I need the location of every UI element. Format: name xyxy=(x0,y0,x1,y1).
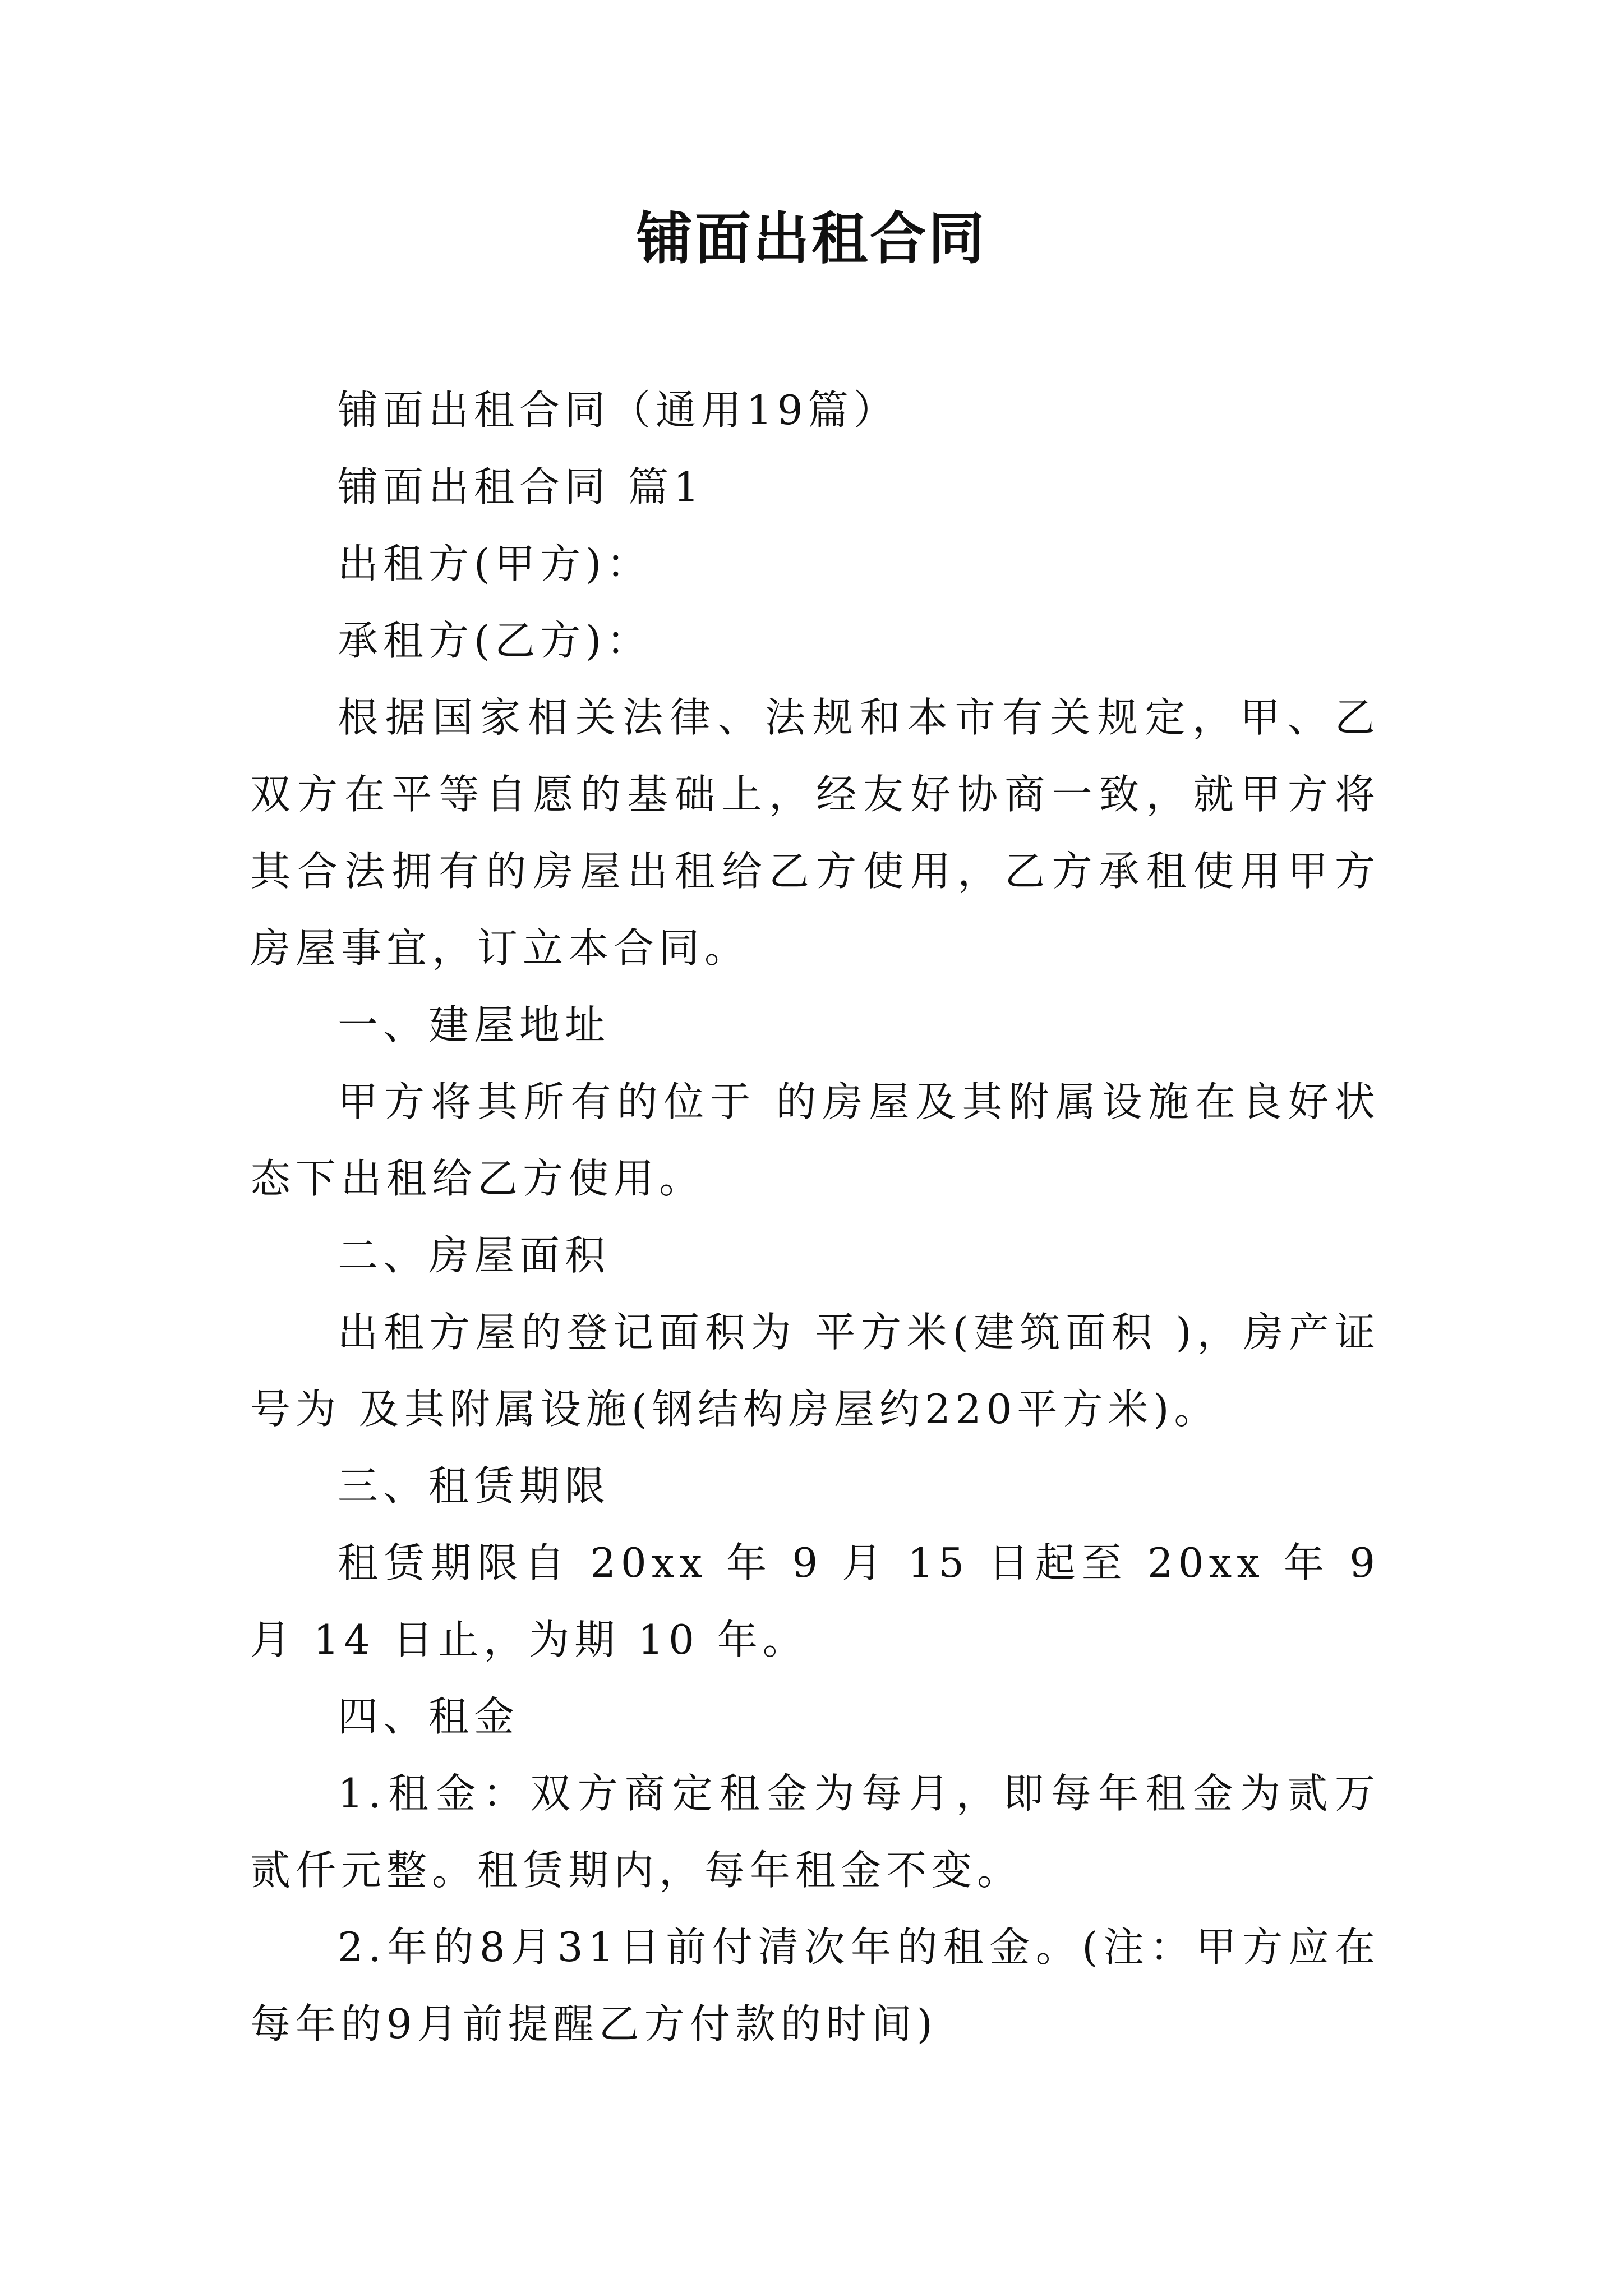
clause-area-text: 出租方屋的登记面积为 平方米(建筑面积 )，房产证号为 及其附属设施(钢结构房屋约220平方米)。 xyxy=(250,1309,1380,1433)
lessor-field: 出租方(甲方)： xyxy=(338,540,652,587)
clause-rent-item-2: 2.年的8月31日前付清次年的租金。(注：甲方应在每年的9月前提醒乙方付款的时间) xyxy=(250,1924,1380,2047)
preamble-paragraph: 根据国家相关法律、法规和本市有关规定，甲、乙双方在平等自愿的基础上，经友好协商一致，就甲方将其合法拥有的房屋出租给乙方使用，乙方承租使用甲方房屋事宜，订立本合同。 xyxy=(250,694,1380,972)
document-body xyxy=(250,372,1398,2063)
lessee-field: 承租方(乙方)： xyxy=(338,617,652,664)
section-title: 铺面出租合同 篇1 xyxy=(338,463,704,510)
contract-heading: 铺面出租合同（通用19篇） xyxy=(338,386,899,434)
clause-heading-address: 一、建屋地址 xyxy=(338,1001,611,1048)
clause-address-text: 甲方将其所有的位于 的房屋及其附属设施在良好状态下出租给乙方使用。 xyxy=(250,1078,1380,1202)
clause-term-text: 租赁期限自 20xx 年 9 月 15 日起至 20xx 年 9 月 14 日止，为期 10 年。 xyxy=(250,1539,1398,1663)
clause-heading-area: 二、房屋面积 xyxy=(338,1232,611,1279)
clause-heading-term: 三、租赁期限 xyxy=(338,1462,611,1510)
document-title: 铺面出租合同 xyxy=(637,205,986,272)
clause-heading-rent: 四、租金 xyxy=(338,1693,520,1740)
clause-rent-item-1: 1.租金：双方商定租金为每月，即每年租金为贰万贰仟元整。租赁期内，每年租金不变。 xyxy=(250,1770,1380,1894)
